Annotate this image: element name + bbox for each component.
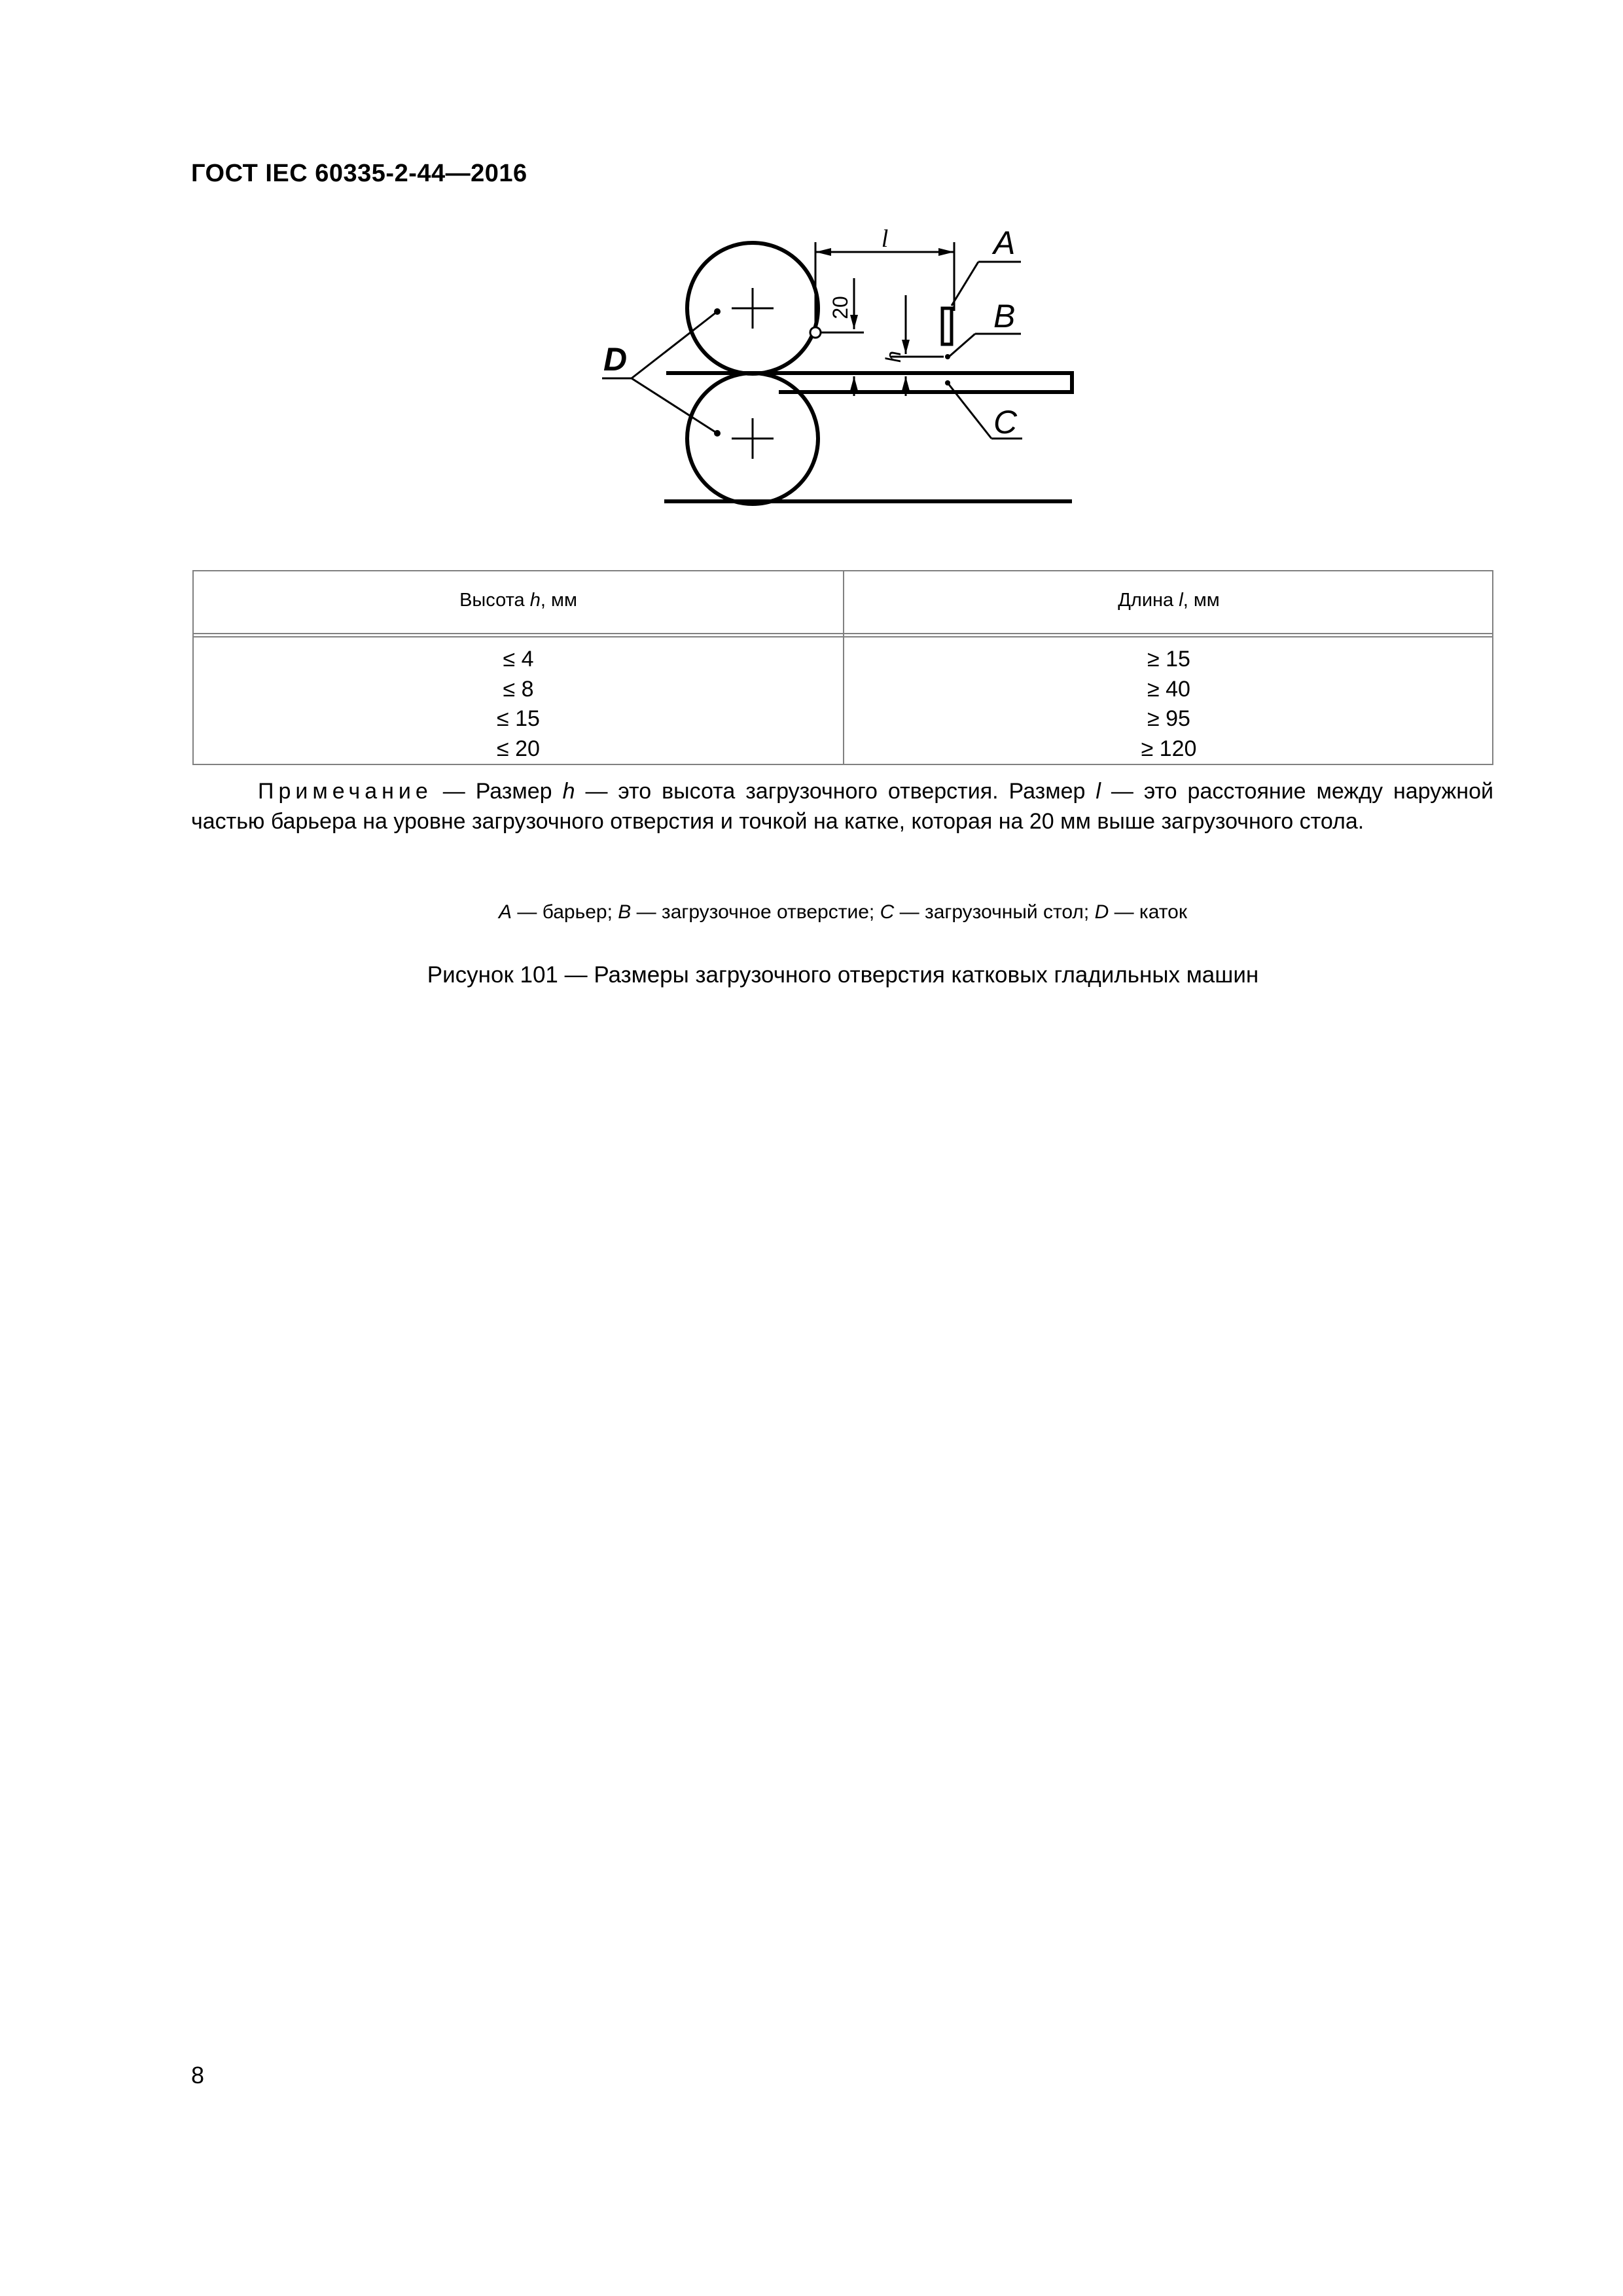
label-a: A: [993, 224, 1016, 261]
figure-101-diagram: [0, 0, 1623, 563]
length-values-column: [844, 645, 1493, 764]
table-cell: ≥ 15: [1147, 647, 1190, 672]
loading-table: [666, 373, 1072, 392]
header-height: Высота h, мм: [459, 590, 577, 611]
table-cell: ≤ 20: [497, 736, 540, 761]
table-note: Примечание — Размер h — это высота загрузочного отверстия. Размер l — это расстояние между наружной частью барьера на уровне загрузочного отверстия и точкой на катке, которая на 20 мм выше загрузочного стола.: [191, 779, 1493, 834]
table-cell: ≥ 40: [1147, 676, 1190, 702]
table-cell: ≤ 4: [503, 647, 534, 672]
table-cell: ≥ 95: [1147, 706, 1190, 731]
document-code-header: ГОСТ IEC 60335-2-44—2016: [191, 160, 527, 187]
table-cell: ≥ 120: [1141, 736, 1197, 761]
label-b: B: [993, 298, 1016, 334]
label-20: 20: [829, 296, 852, 319]
note-label: Примечание: [258, 779, 433, 804]
label-d: D: [603, 341, 628, 378]
page-number: 8: [191, 2062, 205, 2089]
height-values-column: [194, 645, 843, 764]
header-length: Длина l, мм: [1118, 590, 1220, 611]
figure-legend: A — барьер; B — загрузочное отверстие; C — загрузочный стол; D — каток: [499, 901, 1187, 923]
barrier: [942, 308, 952, 344]
dimensions-table: [192, 570, 1493, 765]
label-c: C: [993, 404, 1018, 440]
table-cell: ≤ 8: [503, 676, 534, 702]
label-l: l: [881, 225, 889, 253]
roller-diagram-svg: [0, 0, 1623, 563]
figure-caption: Рисунок 101 — Размеры загрузочного отверстия катковых гладильных машин: [427, 962, 1259, 988]
table-cell: ≤ 15: [497, 706, 540, 731]
label-h: h: [882, 351, 905, 363]
